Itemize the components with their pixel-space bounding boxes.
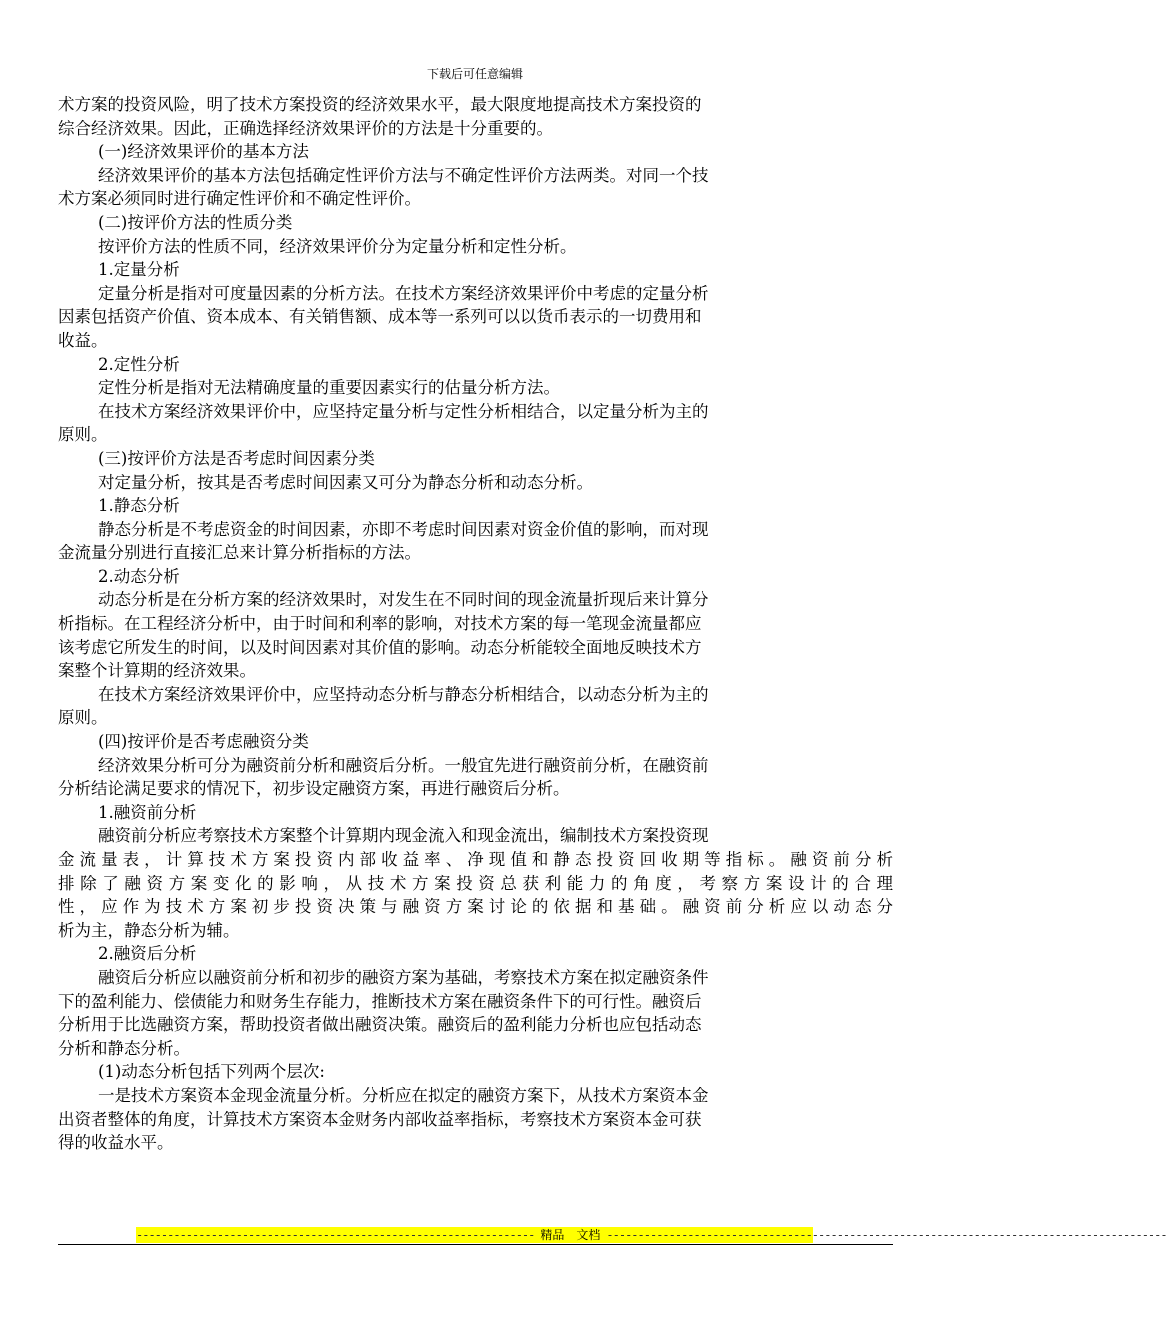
text-line: 一是技术方案资本金现金流量分析。分析应在拟定的融资方案下，从技术方案资本金 [98, 1085, 709, 1105]
text-line: (1)动态分析包括下列两个层次: [98, 1062, 325, 1082]
text-line: 1.融资前分析 [98, 802, 197, 822]
paragraph [58, 187, 818, 211]
text-line: (一)经济效果评价的基本方法 [98, 142, 309, 162]
text-line: 出资者整体的角度，计算技术方案资本金财务内部收益率指标，考察技术方案资本金可获 [58, 1109, 702, 1129]
paragraph [58, 990, 818, 1061]
text-line: 融资后分析应以融资前分析和初步的融资方案为基础，考察技术方案在拟定融资条件 [98, 967, 709, 987]
paragraph [58, 824, 933, 848]
paragraph [58, 848, 893, 942]
paragraph [58, 754, 818, 778]
text-line: 下的盈利能力、偿债能力和财务生存能力，推断技术方案在融资条件下的可行性。融资后 [58, 991, 702, 1011]
page-header: 下载后可任意编辑 [426, 67, 523, 81]
paragraph [58, 565, 818, 589]
text-line: 在技术方案经济效果评价中，应坚持动态分析与静态分析相结合，以动态分析为主的 [98, 684, 709, 704]
text-line: (四)按评价是否考虑融资分类 [98, 732, 309, 752]
footer-dashes-left: ---------------------------------------------------------------- [136, 1228, 535, 1242]
text-line: 2.融资后分析 [98, 944, 197, 964]
paragraph [58, 211, 818, 235]
paragraph [58, 1060, 818, 1084]
text-line: 性，应作为技术方案初步投资决策与融资方案讨论的依据和基础。融资前分析应以动态分 [58, 897, 893, 917]
text-line: 动态分析是在分析方案的经济效果时，对发生在不同时间的现金流量折现后来计算分 [98, 590, 709, 610]
text-line: 2.动态分析 [98, 566, 180, 586]
text-line: 金流量表，计算技术方案投资内部收益率、净现值和静态投资回收期等指标。融资前分析 [58, 850, 893, 869]
text-line: 析为主，静态分析为辅。 [58, 920, 240, 940]
text-line: 定量分析是指对可度量因素的分析方法。在技术方案经济效果评价中考虑的定量分析 [98, 283, 709, 303]
footer-band [136, 1227, 1167, 1243]
paragraph [58, 730, 818, 754]
paragraph [58, 471, 818, 495]
paragraph [58, 400, 818, 424]
text-line: 收益。 [58, 330, 108, 350]
paragraph [58, 282, 818, 306]
text-line: 按评价方法的性质不同，经济效果评价分为定量分析和定性分析。 [98, 236, 577, 256]
text-line: 经济效果分析可分为融资前分析和融资后分析。一般宜先进行融资前分析，在融资前 [98, 755, 709, 775]
paragraph [58, 1108, 818, 1155]
text-line: 在技术方案经济效果评价中，应坚持定量分析与定性分析相结合，以定量分析为主的 [98, 401, 709, 421]
paragraph [58, 305, 818, 352]
text-line: 综合经济效果。因此，正确选择经济效果评价的方法是十分重要的。 [58, 118, 553, 138]
footer-label: 精品 文档 [540, 1228, 601, 1242]
text-line: 原则。 [58, 425, 108, 445]
text-line: 得的收益水平。 [58, 1133, 174, 1153]
text-line: 排除了融资方案变化的影响，从技术方案投资总获利能力的角度，考察方案设计的合理 [58, 873, 893, 893]
text-line: 经济效果评价的基本方法包括确定性评价方法与不确定性评价方法两类。对同一个技 [98, 165, 709, 185]
paragraph [58, 164, 818, 188]
paragraph [58, 423, 818, 447]
paragraph [58, 706, 818, 730]
paragraph [58, 494, 818, 518]
paragraph [58, 518, 818, 542]
text-line: 对定量分析，按其是否考虑时间因素又可分为静态分析和动态分析。 [98, 472, 593, 492]
paragraph [58, 612, 818, 683]
text-line: (三)按评价方法是否考虑时间因素分类 [98, 448, 375, 468]
text-line: 该考虑它所发生的时间，以及时间因素对其价值的影响。动态分析能较全面地反映技术方 [58, 637, 702, 657]
text-line: 术方案的投资风险，明了技术方案投资的经济效果水平，最大限度地提高技术方案投资的 [58, 95, 702, 114]
paragraph [58, 801, 818, 825]
paragraph [58, 777, 818, 801]
text-line: 静态分析是不考虑资金的时间因素，亦即不考虑时间因素对资金价值的影响，而对现 [98, 519, 709, 539]
paragraph [58, 683, 818, 707]
paragraph [58, 1084, 818, 1108]
text-line: 分析结论满足要求的情况下，初步设定融资方案，再进行融资后分析。 [58, 779, 570, 799]
text-line: 原则。 [58, 708, 108, 728]
paragraph [58, 93, 818, 140]
footer-rule [58, 1244, 893, 1245]
text-line: 析指标。在工程经济分析中，由于时间和利率的影响，对技术方案的每一笔现金流量都应 [58, 614, 702, 634]
text-line: 术方案必须同时进行确定性评价和不确定性评价。 [58, 189, 421, 209]
paragraph [58, 966, 818, 990]
paragraph [58, 588, 818, 612]
paragraph [58, 376, 818, 400]
paragraph [58, 942, 818, 966]
text-line: 分析和静态分析。 [58, 1038, 190, 1058]
text-line: 金流量分别进行直接汇总来计算分析指标的方法。 [58, 543, 421, 563]
paragraph [58, 235, 818, 259]
document-body [58, 93, 893, 1155]
footer-dashes-right: ------------------------------------------------------------------------------------------ [606, 1228, 1167, 1242]
paragraph [58, 140, 818, 164]
text-line: 融资前分析应考察技术方案整个计算期内现金流入和现金流出，编制技术方案投资现 [98, 826, 709, 846]
paragraph [58, 258, 818, 282]
text-line: 案整个计算期的经济效果。 [58, 661, 256, 681]
paragraph [58, 353, 818, 377]
text-line: 1.静态分析 [98, 496, 180, 516]
text-line: 分析用于比选融资方案，帮助投资者做出融资决策。融资后的盈利能力分析也应包括动态 [58, 1015, 702, 1035]
paragraph [58, 447, 818, 471]
paragraph [58, 541, 818, 565]
text-line: (二)按评价方法的性质分类 [98, 212, 293, 232]
text-line: 1.定量分析 [98, 260, 180, 280]
text-line: 因素包括资产价值、资本成本、有关销售额、成本等一系列可以以货币表示的一切费用和 [58, 307, 702, 327]
text-line: 定性分析是指对无法精确度量的重要因素实行的估量分析方法。 [98, 378, 560, 398]
text-line: 2.定性分析 [98, 354, 180, 374]
